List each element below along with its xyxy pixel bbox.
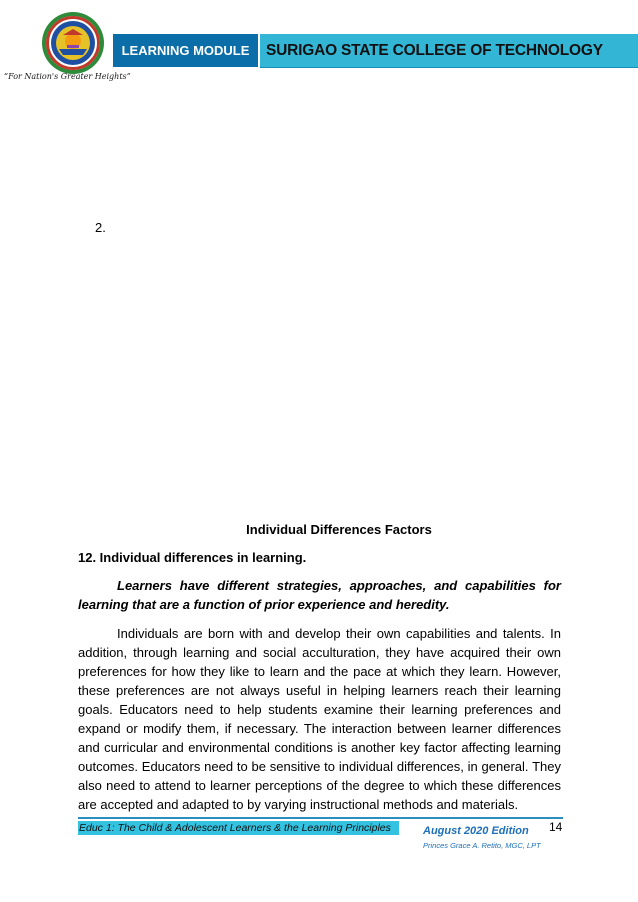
footer-author: Princes Grace A. Retito, MGC, LPT [423, 841, 541, 850]
institution-name: SURIGAO STATE COLLEGE OF TECHNOLOGY [260, 34, 638, 67]
principle-statement: Learners have different strategies, approaches, and capabilities for learning that are a function of prior experience and heredity. [78, 578, 561, 612]
college-motto: “For Nation's Greater Heights” [4, 72, 131, 81]
college-seal-logo [41, 11, 105, 75]
list-item-number: 2. [95, 220, 106, 235]
footer-course-code: Educ 1: [79, 822, 115, 834]
footer-course-title [78, 821, 399, 835]
header-underline [260, 67, 638, 68]
module-label: LEARNING MODULE [113, 34, 260, 67]
principle-title: 12. Individual differences in learning. [78, 550, 307, 565]
header-bar [113, 34, 638, 67]
section-heading: Individual Differences Factors [246, 522, 432, 537]
footer-edition: August 2020 Edition [423, 825, 529, 837]
body-paragraph: Individuals are born with and develop their own capabilities and talents. In addition, through learning and social acculturation, they have acquired their own preferences for how they like to learn and the pace at which they learn. However, these preferences are not always useful in helping learners reach their learning goals. Educators need to help students examine their learning preferences and expand or modify them, if necessary. The interaction between learner differences and curricular and environmental conditions is another key factor affecting learning outcomes. Educators need to be sensitive to individual differences, in general. They also need to attend to learner perceptions of the degree to which these differences are accepted and adapted to by varying instructional methods and materials. [78, 626, 561, 812]
page-number: 14 [549, 820, 563, 834]
footer-divider [78, 817, 563, 819]
footer-course-name: The Child & Adolescent Learners & the Learning Principles [114, 822, 391, 834]
